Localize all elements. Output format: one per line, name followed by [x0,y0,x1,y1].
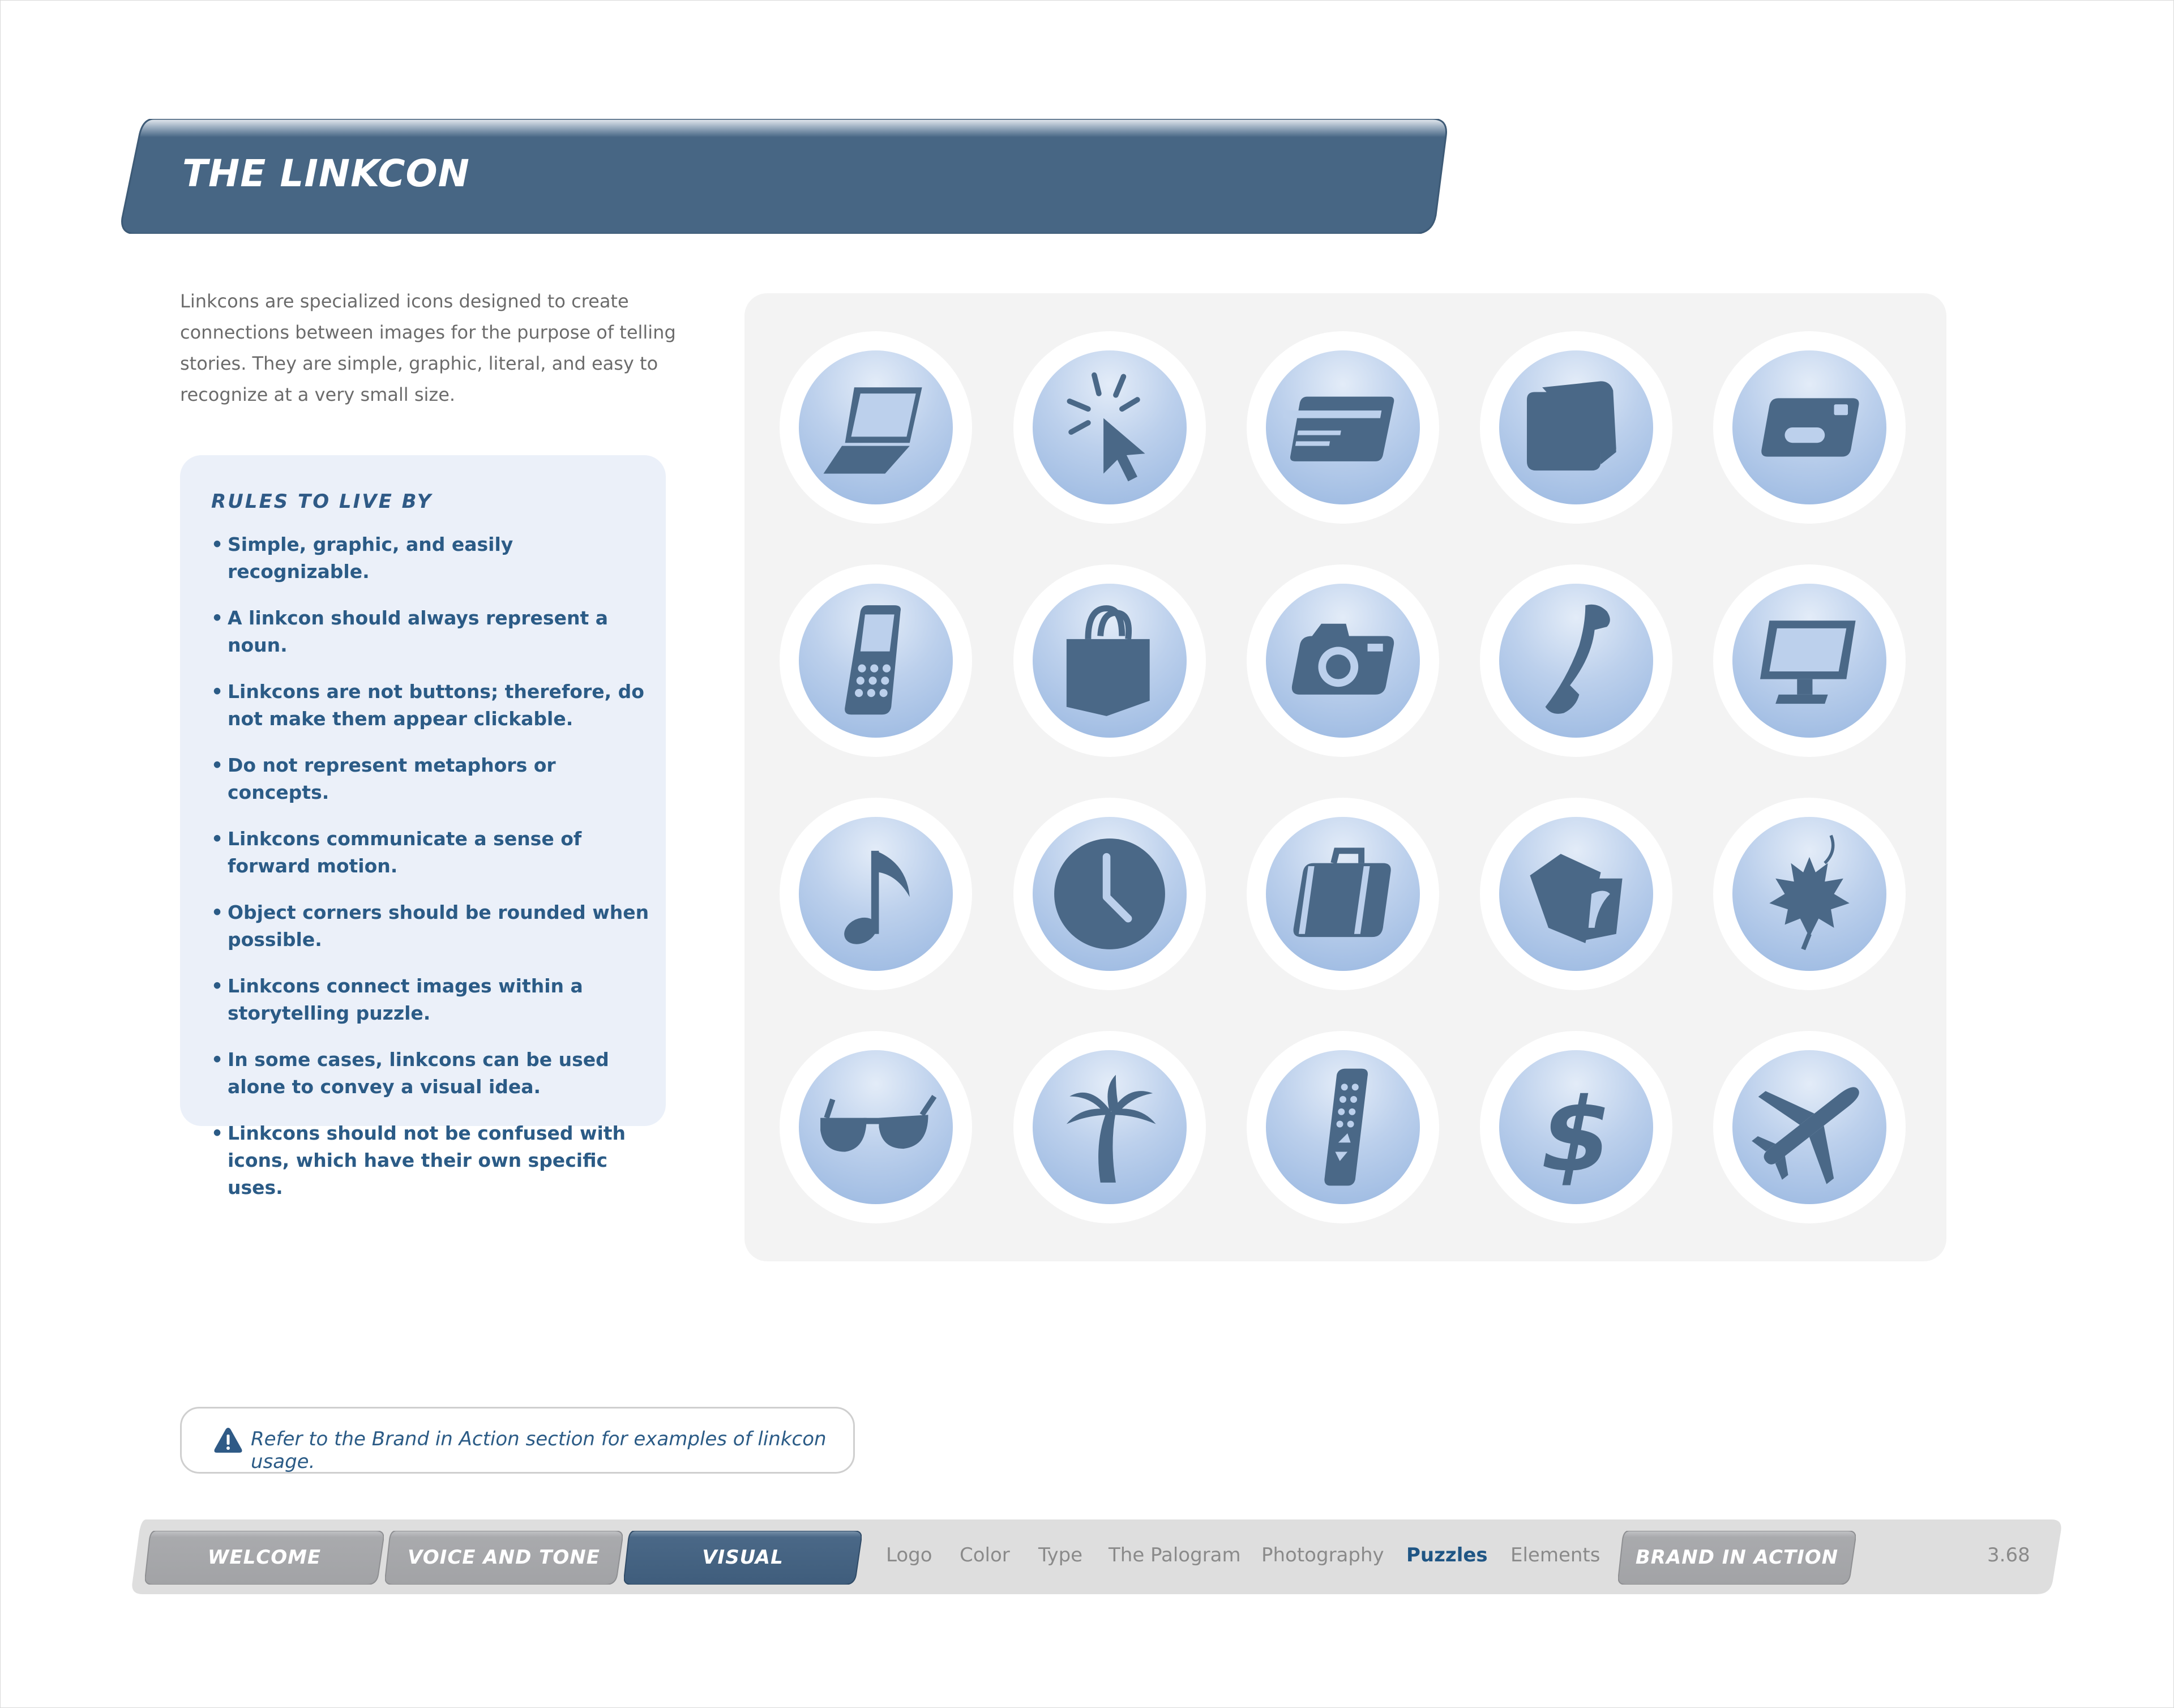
rule-item: • A linkcon should always represent a noun. [211,605,653,659]
header-banner [120,119,1450,234]
rule-item: • Linkcons connect images within a storytelling puzzle. [211,973,653,1027]
sunglasses-icon [780,1031,972,1223]
tab-brand-in-action-label: BRAND IN ACTION [1635,1546,1839,1569]
note-callout [180,1407,855,1474]
telephone-handset-icon [1480,564,1672,757]
nav-link-photography[interactable]: Photography [1261,1544,1384,1566]
cursor-click-icon [1013,331,1206,524]
rules-box [180,455,666,1198]
clock-icon [1013,798,1206,990]
music-note-icon [780,798,972,990]
rules-list [211,531,653,1221]
nav-link-type[interactable]: Type [1038,1544,1083,1566]
warning-icon [213,1427,243,1454]
nav-link-logo[interactable]: Logo [886,1544,932,1566]
rule-item: • Simple, graphic, and easily recognizable. [211,531,653,585]
credit-card-icon [1247,331,1439,524]
rule-item: • Linkcons should not be confused with icons, which have their own specific uses. [211,1120,653,1201]
book-icon [1480,798,1672,990]
palm-tree-icon [1013,1031,1206,1223]
rule-item: • In some cases, linkcons can be used alone to convey a visual idea. [211,1046,653,1101]
tab-voice-and-tone-label: VOICE AND TONE [408,1546,600,1569]
nav-link-puzzles[interactable]: Puzzles [1406,1544,1488,1566]
wallet-icon [1480,331,1672,524]
shopping-bag-icon [1013,564,1206,757]
tab-welcome-label: WELCOME [207,1546,322,1569]
linkcon-panel [744,293,1946,1261]
rule-item: • Linkcons are not buttons; therefore, do not make them appear clickable. [211,678,653,733]
airplane-icon [1713,1031,1906,1223]
monitor-icon [1713,564,1906,757]
page-title: THE LINKCON [182,152,470,195]
nav-link-color[interactable]: Color [960,1544,1010,1566]
intro-line: Linkcons are specialized icons designed to create [180,290,629,312]
intro-line: connections between images for the purpose of telling [180,322,676,343]
tab-visual-vocabulary[interactable] [624,1531,862,1623]
nav-link-the-palogram[interactable]: The Palogram [1109,1544,1241,1566]
nav-link-elements[interactable]: Elements [1510,1544,1600,1566]
tab-brand-in-action[interactable] [1618,1531,1856,1585]
tab-visual-vocabulary-label: VISUAL VOCABULARY [667,1546,818,1623]
intro-line: stories. They are simple, graphic, literal, and easy to [180,353,658,374]
maple-leaf-icon [1713,798,1906,990]
mobile-phone-icon [780,564,972,757]
dollar-sign-icon [1480,1031,1672,1223]
rule-item: • Do not represent metaphors or concepts. [211,752,653,806]
page-number: 3.68 [1987,1544,2030,1566]
rule-item: • Linkcons communicate a sense of forward motion. [211,825,653,880]
camera-icon [1247,564,1439,757]
note-text: Refer to the Brand in Action section for examples of linkcon usage. [251,1428,827,1473]
remote-control-icon [1247,1031,1439,1223]
svg-text:$: $ [1540,1076,1612,1195]
intro-paragraph [180,286,690,410]
briefcase-icon [1247,798,1439,990]
intro-line: recognize at a very small size. [180,384,456,405]
ticket-icon [1713,331,1906,524]
rules-title: RULES TO LIVE BY [211,490,433,513]
laptop-icon [780,331,972,524]
tab-welcome[interactable] [145,1531,384,1585]
tab-voice-and-tone[interactable] [385,1531,623,1585]
rule-item: • Object corners should be rounded when possible. [211,899,653,953]
